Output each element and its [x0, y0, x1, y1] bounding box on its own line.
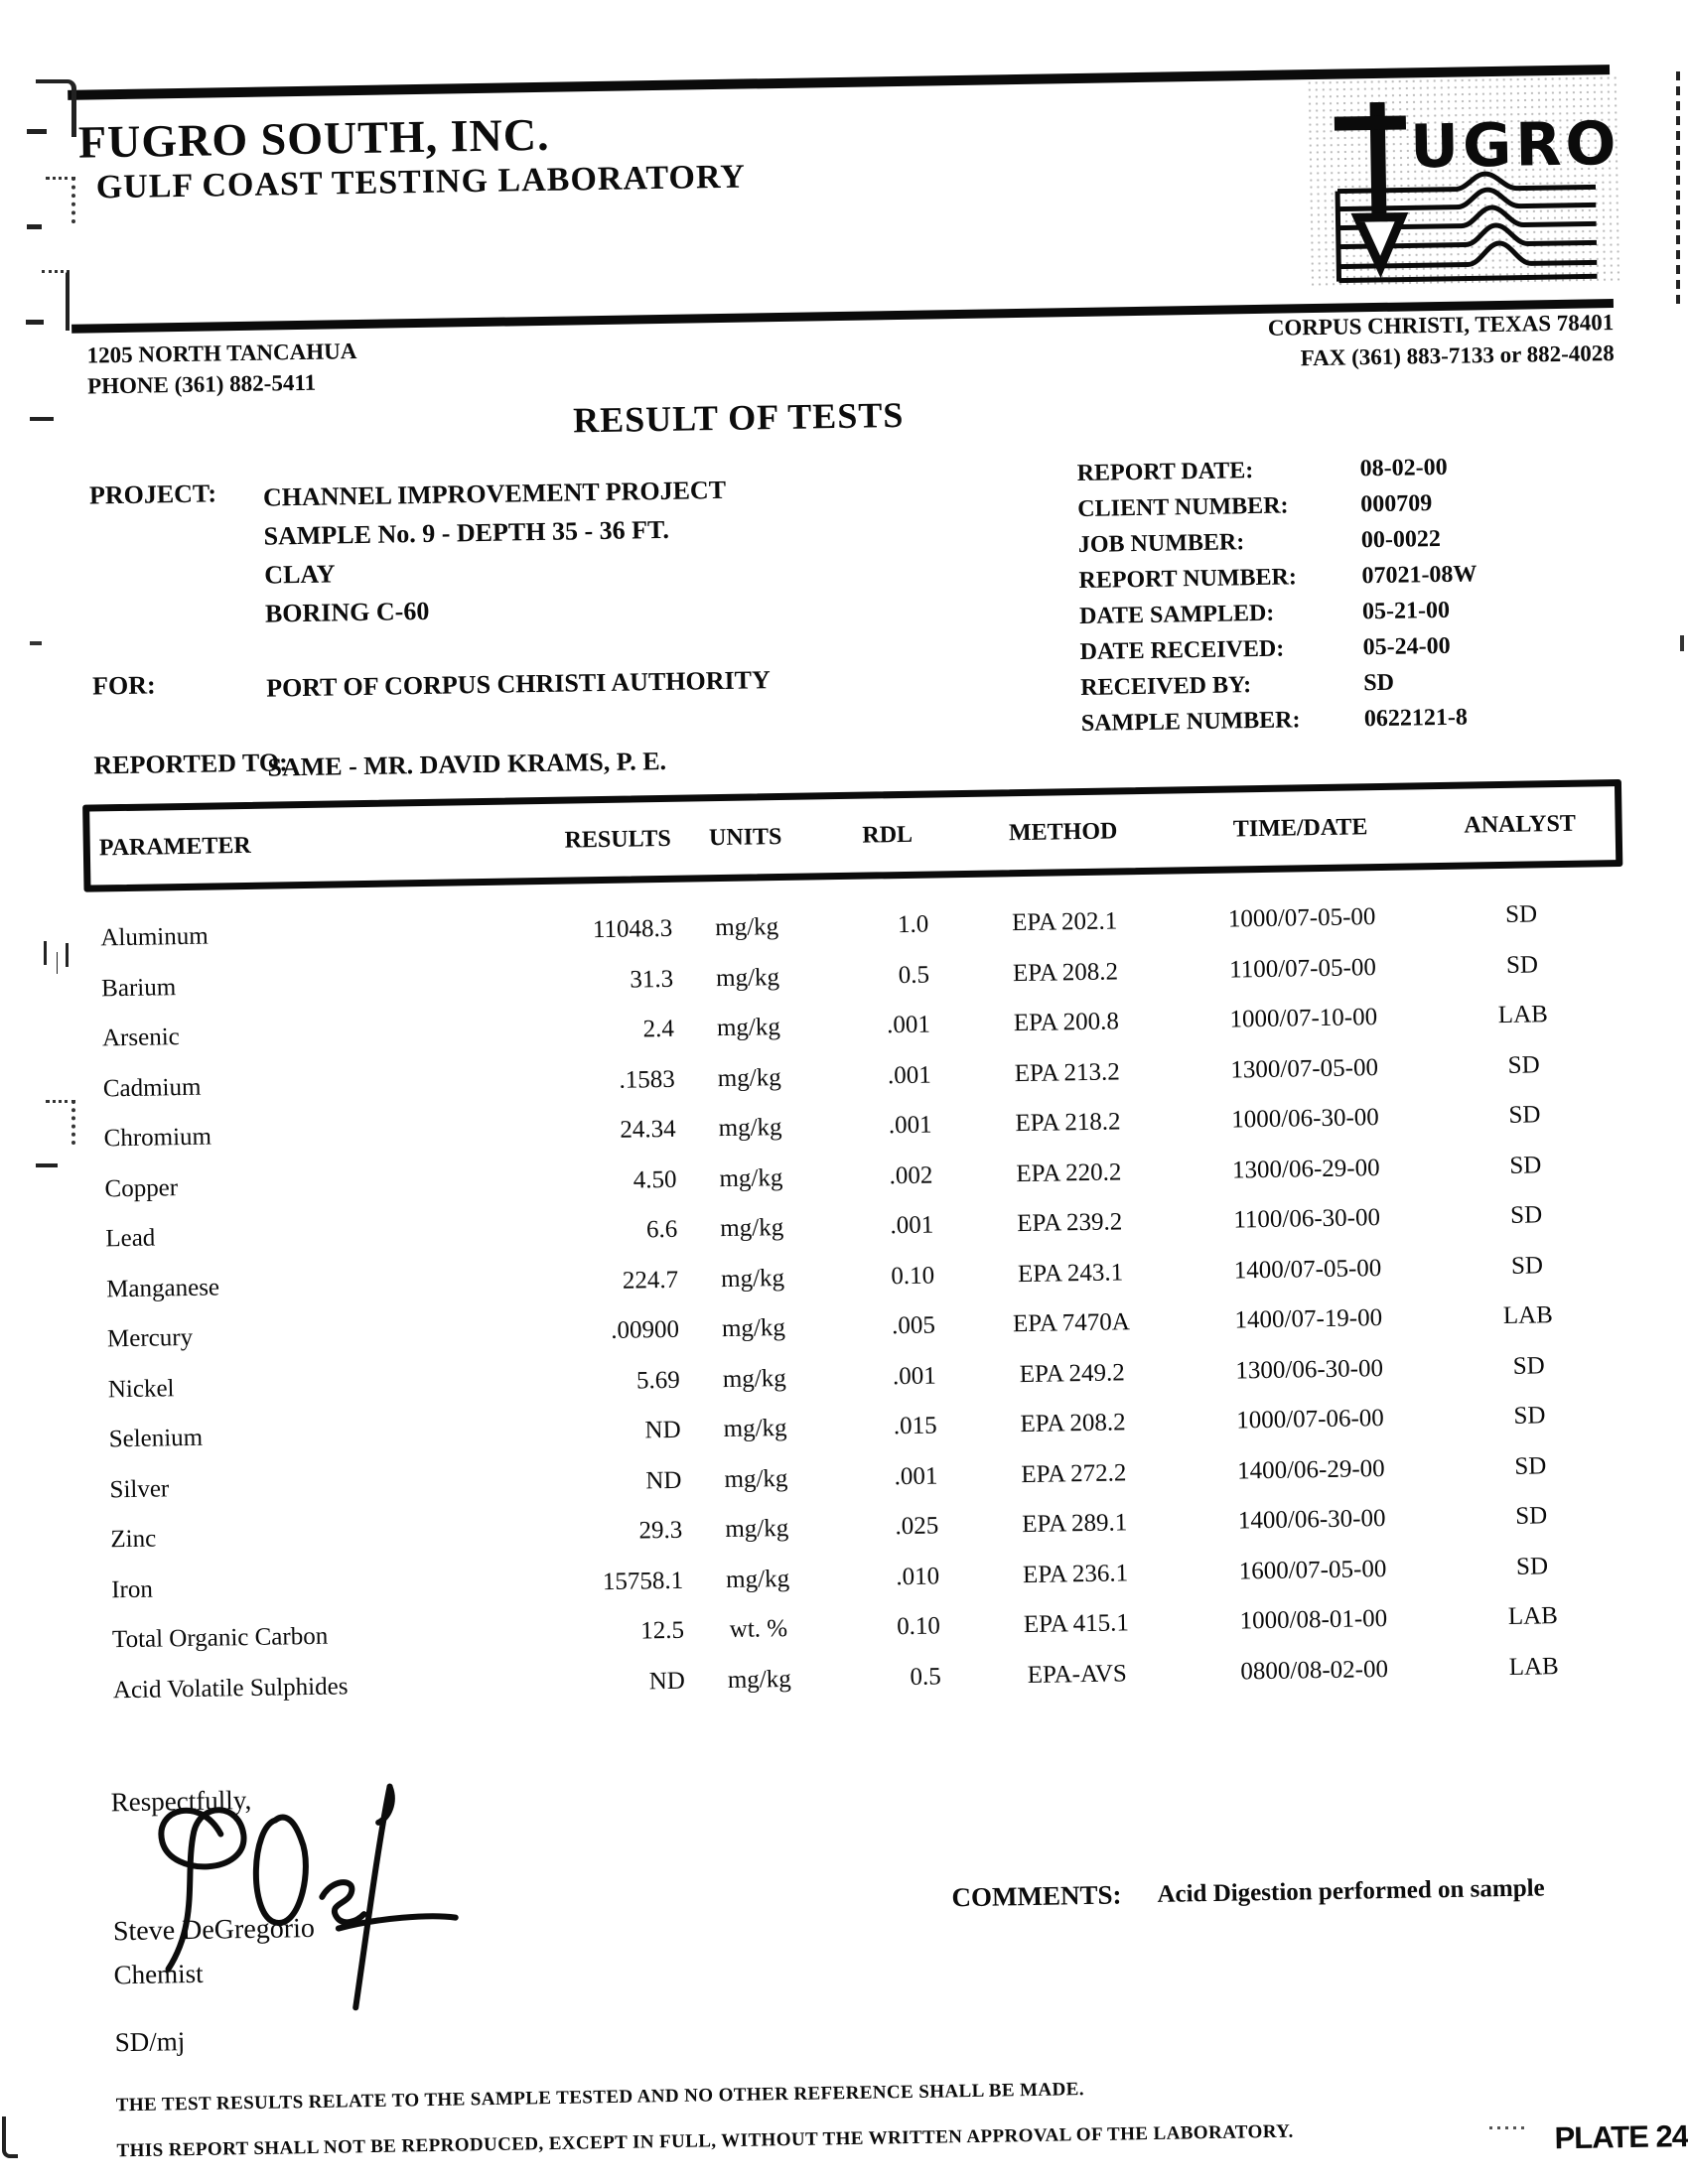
- results-table-body: [84, 888, 1636, 1716]
- cell-analyst: SD: [1515, 1553, 1549, 1580]
- cell-rdl: .005: [891, 1311, 936, 1340]
- cell-rdl: .001: [894, 1462, 938, 1490]
- cell-rdl: .002: [889, 1161, 933, 1190]
- cell-method: EPA-AVS: [1027, 1660, 1128, 1689]
- cell-result: 11048.3: [592, 915, 673, 944]
- cell-units: mg/kg: [722, 1364, 786, 1393]
- cell-timedate: 1000/08-01-00: [1239, 1605, 1388, 1635]
- cell-analyst: SD: [1512, 1352, 1545, 1380]
- signature-name: Steve DeGregorio: [112, 1912, 316, 1948]
- cell-units: mg/kg: [725, 1565, 790, 1593]
- cell-timedate: 1400/07-05-00: [1233, 1254, 1382, 1285]
- cell-units: mg/kg: [716, 1014, 781, 1042]
- project-line: SAMPLE No. 9 - DEPTH 35 - 36 FT.: [263, 514, 670, 551]
- cell-result: 2.4: [642, 1016, 675, 1043]
- cell-analyst: SD: [1510, 1252, 1544, 1280]
- col-header-units: UNITS: [708, 823, 782, 851]
- scan-artifact: [42, 270, 70, 331]
- cell-timedate: 1300/06-30-00: [1235, 1354, 1384, 1385]
- cell-rdl: .001: [892, 1362, 936, 1390]
- cell-parameter: Silver: [109, 1475, 170, 1504]
- cell-method: EPA 208.2: [1012, 958, 1119, 987]
- scan-artifact: [1676, 71, 1680, 308]
- project-lines: [263, 471, 729, 633]
- cell-result: 224.7: [622, 1266, 679, 1295]
- cell-rdl: 0.5: [898, 961, 930, 989]
- cell-result: 15758.1: [602, 1567, 684, 1595]
- info-label: REPORT NUMBER:: [1078, 564, 1298, 595]
- page-title: RESULT OF TESTS: [572, 394, 905, 441]
- col-header-rdl: RDL: [862, 821, 914, 849]
- cell-timedate: 1000/06-30-00: [1230, 1104, 1380, 1134]
- city-block: [1117, 307, 1615, 376]
- cell-rdl: 0.10: [896, 1612, 941, 1641]
- cell-rdl: 0.10: [891, 1262, 935, 1290]
- cell-timedate: 1000/07-05-00: [1227, 903, 1376, 933]
- scan-artifact: [46, 1100, 75, 1145]
- cell-units: mg/kg: [721, 1314, 786, 1343]
- info-label: JOB NUMBER:: [1077, 529, 1245, 559]
- cell-method: EPA 236.1: [1022, 1560, 1129, 1588]
- comments-label: COMMENTS:: [951, 1879, 1122, 1913]
- cell-method: EPA 202.1: [1011, 907, 1118, 937]
- info-value: 07021-08W: [1361, 561, 1477, 590]
- cell-units: mg/kg: [717, 1063, 781, 1092]
- logo-f-crossbar: [1335, 115, 1406, 130]
- cell-analyst: SD: [1509, 1152, 1542, 1179]
- cell-parameter: Cadmium: [102, 1073, 202, 1103]
- info-label: RECEIVED BY:: [1080, 672, 1252, 701]
- cell-parameter: Aluminum: [100, 922, 209, 952]
- cell-parameter: Acid Volatile Sulphides: [112, 1673, 349, 1705]
- scan-artifact: [27, 129, 47, 134]
- info-value: 0622121-8: [1363, 704, 1469, 733]
- cell-parameter: Selenium: [108, 1425, 204, 1453]
- info-label: CLIENT NUMBER:: [1077, 492, 1289, 523]
- address-block: [86, 336, 357, 401]
- cell-analyst: LAB: [1507, 1602, 1559, 1631]
- scan-artifact: [30, 641, 42, 645]
- cell-parameter: Mercury: [106, 1324, 194, 1353]
- info-label: DATE RECEIVED:: [1079, 635, 1285, 665]
- scan-artifact: [27, 224, 42, 229]
- cell-rdl: .001: [887, 1061, 931, 1090]
- cell-timedate: 1100/06-30-00: [1233, 1204, 1381, 1234]
- footer-line-2: THIS REPORT SHALL NOT BE REPRODUCED, EXCEPT IN FULL, WITHOUT THE WRITTEN APPROVAL OF THE LABORATORY.: [116, 2120, 1294, 2162]
- col-header-parameter: PARAMETER: [98, 832, 251, 861]
- cell-analyst: LAB: [1497, 1001, 1549, 1029]
- cell-timedate: 1000/07-10-00: [1229, 1004, 1378, 1033]
- address-line2: PHONE (361) 882-5411: [86, 369, 317, 399]
- cell-timedate: 1000/07-06-00: [1236, 1405, 1385, 1434]
- cell-result: 24.34: [620, 1116, 676, 1144]
- info-label: REPORT DATE:: [1076, 458, 1254, 487]
- cell-analyst: SD: [1504, 900, 1538, 929]
- cell-result: 5.69: [635, 1366, 681, 1395]
- cell-analyst: SD: [1509, 1201, 1543, 1230]
- cell-parameter: Lead: [105, 1224, 156, 1253]
- cell-result: ND: [644, 1417, 681, 1444]
- cell-method: EPA 289.1: [1021, 1509, 1128, 1539]
- cell-rdl: 1.0: [897, 910, 929, 939]
- cell-units: mg/kg: [727, 1665, 791, 1694]
- col-header-method: METHOD: [1008, 817, 1118, 846]
- cell-units: mg/kg: [720, 1264, 785, 1293]
- cell-timedate: 1300/06-29-00: [1231, 1154, 1380, 1184]
- cell-method: EPA 200.8: [1013, 1008, 1120, 1037]
- cell-analyst: LAB: [1502, 1301, 1554, 1330]
- scan-artifact: [46, 177, 75, 223]
- cell-parameter: Arsenic: [101, 1024, 180, 1052]
- scan-artifact: [36, 1163, 58, 1167]
- signature-initials: SD/mj: [114, 2026, 186, 2058]
- city-line1: CORPUS CHRISTI, TEXAS 78401: [1267, 310, 1615, 341]
- signature-title: Chemist: [113, 1958, 204, 1990]
- cell-result: ND: [648, 1667, 686, 1696]
- cell-result: 12.5: [640, 1616, 685, 1645]
- col-header-timedate: TIME/DATE: [1232, 813, 1368, 842]
- cell-timedate: 1100/07-05-00: [1228, 953, 1377, 984]
- col-header-results: RESULTS: [564, 825, 671, 854]
- cell-rdl: .001: [886, 1011, 931, 1039]
- cell-parameter: Copper: [104, 1173, 179, 1203]
- cell-rdl: .015: [893, 1412, 937, 1440]
- info-value: 05-21-00: [1361, 597, 1451, 625]
- cell-method: EPA 249.2: [1019, 1359, 1125, 1388]
- for-label: FOR:: [91, 670, 156, 701]
- cell-analyst: SD: [1514, 1502, 1548, 1531]
- cell-method: EPA 415.1: [1023, 1609, 1130, 1639]
- company-name: FUGRO SOUTH, INC.: [77, 108, 550, 168]
- cell-units: mg/kg: [718, 1114, 782, 1143]
- cell-units: mg/kg: [720, 1214, 784, 1243]
- cell-timedate: 1300/07-05-00: [1230, 1053, 1379, 1084]
- info-value: 08-02-00: [1359, 454, 1448, 482]
- scan-artifact: [26, 320, 44, 325]
- cell-method: EPA 208.2: [1020, 1409, 1126, 1438]
- city-line2: FAX (361) 883-7133 or 882-4028: [1300, 341, 1615, 371]
- info-label: DATE SAMPLED:: [1078, 600, 1275, 630]
- for-value: PORT OF CORPUS CHRISTI AUTHORITY: [265, 665, 771, 703]
- cell-units: mg/kg: [724, 1464, 788, 1493]
- cell-rdl: .001: [888, 1111, 932, 1140]
- cell-units: mg/kg: [725, 1515, 789, 1544]
- cell-method: EPA 218.2: [1015, 1108, 1121, 1138]
- scan-artifact: [30, 417, 54, 421]
- project-line: BORING C-60: [264, 596, 430, 628]
- cell-method: EPA 220.2: [1016, 1159, 1122, 1187]
- info-value: 00-0022: [1360, 525, 1442, 554]
- cell-rdl: .001: [890, 1211, 934, 1240]
- address-line1: 1205 NORTH TANCAHUA: [86, 339, 357, 368]
- cell-timedate: 1600/07-05-00: [1238, 1555, 1387, 1585]
- cell-result: 4.50: [633, 1165, 677, 1194]
- cell-timedate: 1400/06-29-00: [1236, 1454, 1385, 1485]
- cell-result: 29.3: [638, 1517, 683, 1545]
- info-value: 05-24-00: [1362, 632, 1451, 661]
- cell-analyst: SD: [1508, 1101, 1541, 1130]
- project-label: PROJECT:: [88, 478, 217, 510]
- cell-result: .1583: [619, 1065, 675, 1094]
- reported-to-label: REPORTED TO:: [93, 748, 288, 780]
- scan-artifact: [1680, 635, 1684, 651]
- cell-method: EPA 7470A: [1012, 1308, 1131, 1338]
- cell-result: ND: [645, 1466, 682, 1495]
- cell-analyst: LAB: [1508, 1652, 1559, 1681]
- cell-parameter: Nickel: [107, 1374, 175, 1404]
- cell-parameter: Total Organic Carbon: [111, 1622, 329, 1654]
- scan-artifact: [1489, 2126, 1529, 2129]
- cell-method: EPA 213.2: [1014, 1058, 1120, 1087]
- reported-to-value: SAME - MR. DAVID KRAMS, P. E.: [267, 746, 667, 782]
- cell-parameter: Manganese: [105, 1274, 220, 1303]
- results-table-header: [82, 779, 1622, 892]
- cell-parameter: Chromium: [103, 1123, 212, 1153]
- cell-parameter: Zinc: [110, 1525, 157, 1554]
- cell-analyst: SD: [1507, 1051, 1540, 1079]
- info-value: 000709: [1360, 490, 1433, 518]
- fugro-logo: [1306, 74, 1622, 290]
- scan-artifact: [44, 941, 47, 965]
- cell-timedate: 1400/07-19-00: [1234, 1304, 1383, 1334]
- cell-analyst: SD: [1514, 1452, 1547, 1480]
- info-value: SD: [1363, 669, 1395, 697]
- logo-arrow-icon: [1357, 217, 1402, 268]
- cell-method: EPA 243.1: [1017, 1259, 1124, 1288]
- scan-artifact: [2, 2116, 18, 2158]
- cell-units: wt. %: [729, 1615, 788, 1644]
- info-row: [1081, 702, 1623, 747]
- project-line: CHANNEL IMPROVEMENT PROJECT: [262, 475, 727, 512]
- cell-units: mg/kg: [715, 963, 780, 992]
- cell-timedate: 0800/08-02-00: [1240, 1655, 1389, 1686]
- cell-units: mg/kg: [723, 1415, 787, 1443]
- cell-result: 31.3: [630, 965, 674, 994]
- cell-result: 6.6: [645, 1216, 678, 1244]
- cell-rdl: 0.5: [910, 1663, 941, 1691]
- cell-analyst: SD: [1513, 1402, 1546, 1431]
- comments-value: Acid Digestion performed on sample: [1157, 1874, 1545, 1908]
- cell-timedate: 1400/06-30-00: [1237, 1505, 1386, 1535]
- cell-analyst: SD: [1505, 951, 1539, 979]
- footer-line-1: THE TEST RESULTS RELATE TO THE SAMPLE TESTED AND NO OTHER REFERENCE SHALL BE MADE.: [115, 2079, 1085, 2116]
- info-label: SAMPLE NUMBER:: [1080, 707, 1301, 737]
- cell-rdl: .025: [895, 1512, 939, 1541]
- cell-units: mg/kg: [719, 1163, 783, 1192]
- cell-parameter: Iron: [110, 1575, 154, 1604]
- cell-result: .00900: [610, 1316, 680, 1345]
- cell-method: EPA 272.2: [1021, 1459, 1127, 1488]
- cell-units: mg/kg: [715, 913, 779, 942]
- project-line: CLAY: [264, 559, 336, 590]
- lab-name: GULF COAST TESTING LABORATORY: [95, 158, 747, 206]
- cell-method: EPA 239.2: [1016, 1208, 1123, 1238]
- col-header-analyst: ANALYST: [1464, 810, 1577, 839]
- signature-salutation: Respectfully,: [110, 1784, 252, 1818]
- cell-rdl: .010: [896, 1563, 940, 1590]
- logo-text: UGRO: [1409, 108, 1621, 183]
- plate-number: PLATE 24: [1554, 2118, 1688, 2156]
- cell-parameter: Barium: [100, 973, 177, 1003]
